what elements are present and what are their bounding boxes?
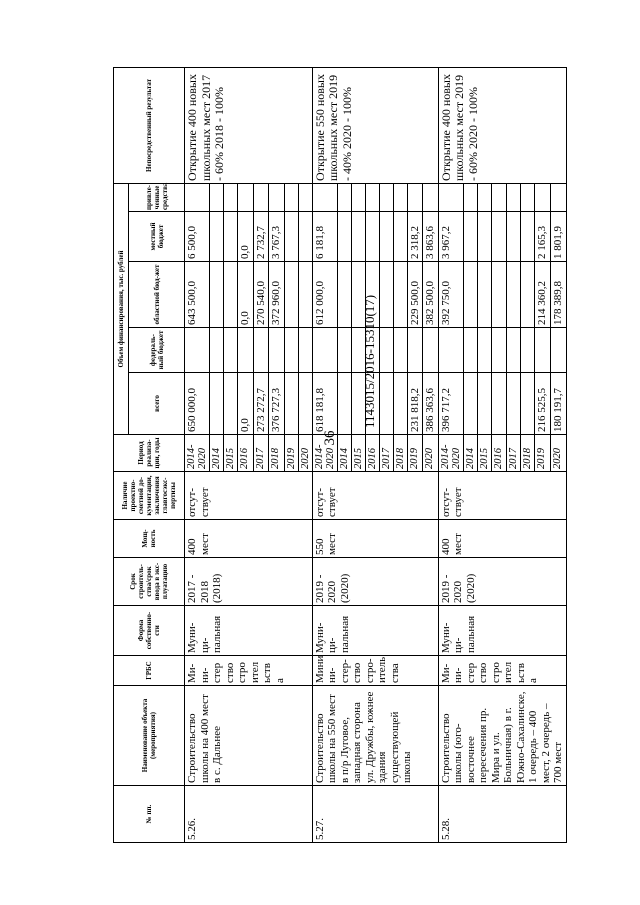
amount-federal	[520, 328, 534, 373]
period-year: 2017	[506, 435, 520, 472]
amount-federal	[284, 328, 298, 373]
document-code: 1143015/2016-15310(17)	[362, 294, 377, 428]
period-year: 2014-2020	[185, 435, 210, 472]
amount-attracted	[463, 183, 477, 211]
amount-federal	[210, 328, 224, 373]
amount-local	[463, 212, 477, 262]
amount-federal	[550, 328, 566, 373]
amount-regional	[506, 262, 520, 328]
amount-federal	[423, 328, 439, 373]
amount-attracted	[438, 183, 463, 211]
period-year: 2017	[253, 435, 269, 472]
header-total: всего	[129, 373, 185, 435]
amount-regional: 0,0	[238, 262, 254, 328]
table-row	[312, 67, 337, 842]
amount-total: 273 272,7	[253, 373, 269, 435]
amount-total	[506, 373, 520, 435]
header-result: Непосредственный результат	[114, 67, 185, 183]
amount-total: 376 727,3	[269, 373, 285, 435]
amount-regional	[478, 262, 492, 328]
amount-regional: 372 960,0	[269, 262, 285, 328]
amount-local	[210, 212, 224, 262]
amount-local: 1 801,9	[550, 212, 566, 262]
financing-table	[113, 67, 567, 843]
ownership-cell: Муни-ци-пальная	[185, 606, 313, 656]
amount-attracted	[379, 183, 393, 211]
row-number: 5.26.	[185, 786, 313, 843]
amount-federal	[438, 328, 463, 373]
period-year: 2019	[534, 435, 550, 472]
amount-regional	[393, 262, 407, 328]
amount-total: 0,0	[238, 373, 254, 435]
amount-total	[463, 373, 477, 435]
amount-local	[284, 212, 298, 262]
term-cell: 2017 - 2018 (2018)	[185, 558, 313, 606]
amount-regional: 612 000,0	[312, 262, 337, 328]
capacity-cell: 550 мест	[312, 520, 438, 558]
amount-attracted	[337, 183, 351, 211]
period-year: 2020	[298, 435, 312, 472]
capacity-cell: 400 мест	[185, 520, 313, 558]
period-year: 2019	[284, 435, 298, 472]
amount-regional	[379, 262, 393, 328]
amount-attracted	[185, 183, 210, 211]
table-row	[438, 67, 463, 842]
result-cell: Открытие 400 новых школьных мест 2017 - 60% 2018 - 100%	[185, 67, 313, 183]
header-term: Срок строитель-ства/срок ввода в экс-плуатацию	[114, 558, 185, 606]
amount-total: 216 525,5	[534, 373, 550, 435]
grbs-cell: Ми-ни-стер ство стро ител ьств а	[438, 656, 566, 686]
amount-total	[210, 373, 224, 435]
header-docs: Наличие проектно-сметной до-кументации, заключения главгосэкс-пертизы	[114, 472, 185, 520]
object-name: Строительство школы (юго-восточнее пересечения пр. Мира и ул. Больничная) в г. Южно-Сахалинске, 1 очередь – 400 мест, 2 очередь – 700 мест	[438, 686, 566, 786]
amount-local: 6 181,8	[312, 212, 337, 262]
amount-federal	[506, 328, 520, 373]
amount-total	[337, 373, 351, 435]
amount-total	[284, 373, 298, 435]
amount-local	[298, 212, 312, 262]
amount-local	[520, 212, 534, 262]
table-row	[185, 67, 210, 842]
header-name: Наименование объекта (мероприятия)	[114, 686, 185, 786]
amount-federal	[478, 328, 492, 373]
amount-federal	[534, 328, 550, 373]
period-year: 2014-2020	[312, 435, 337, 472]
grbs-cell: Ми-ни-стер ство стро ител ьств а	[185, 656, 313, 686]
period-year: 2018	[393, 435, 407, 472]
header-grbs: ГРБС	[114, 656, 185, 686]
docs-cell: отсут-ствует	[185, 472, 313, 520]
header-attracted: привле-ченные средства	[129, 183, 185, 211]
period-year: 2014-2020	[438, 435, 463, 472]
amount-local	[492, 212, 506, 262]
header-regional: областной бюд-жет	[129, 262, 185, 328]
amount-attracted	[224, 183, 238, 211]
amount-total	[379, 373, 393, 435]
amount-total	[298, 373, 312, 435]
amount-total: 618 181,8	[312, 373, 337, 435]
amount-regional	[492, 262, 506, 328]
amount-local	[224, 212, 238, 262]
amount-attracted	[534, 183, 550, 211]
amount-total	[393, 373, 407, 435]
amount-attracted	[253, 183, 269, 211]
amount-federal	[393, 328, 407, 373]
row-number: 5.27.	[312, 786, 438, 843]
header-federal: федераль-ный бюджет	[129, 328, 185, 373]
grbs-cell: Мини ни-стер-ство стро-итель ства	[312, 656, 438, 686]
amount-attracted	[407, 183, 423, 211]
amount-total	[224, 373, 238, 435]
period-year: 2018	[520, 435, 534, 472]
period-year: 2016	[238, 435, 254, 472]
amount-local: 3 967,2	[438, 212, 463, 262]
period-year: 2015	[351, 435, 365, 472]
amount-attracted	[478, 183, 492, 211]
amount-total: 231 818,2	[407, 373, 423, 435]
amount-attracted	[210, 183, 224, 211]
docs-cell: отсут-ствует	[438, 472, 566, 520]
amount-attracted	[492, 183, 506, 211]
amount-regional: 178 389,8	[550, 262, 566, 328]
result-cell: Открытие 400 новых школьных мест 2019 - 60% 2020 - 100%	[438, 67, 566, 183]
amount-federal	[185, 328, 210, 373]
table-body	[185, 67, 567, 842]
period-year: 2017	[379, 435, 393, 472]
amount-local	[506, 212, 520, 262]
header-capacity: Мощ-ность	[114, 520, 185, 558]
amount-regional: 229 500,0	[407, 262, 423, 328]
amount-local	[337, 212, 351, 262]
amount-local: 2 732,7	[253, 212, 269, 262]
amount-total: 180 191,7	[550, 373, 566, 435]
period-year: 2014	[463, 435, 477, 472]
amount-federal	[492, 328, 506, 373]
amount-total: 650 000,0	[185, 373, 210, 435]
amount-attracted	[520, 183, 534, 211]
ownership-cell: Муни-ци-пальная	[312, 606, 438, 656]
amount-attracted	[269, 183, 285, 211]
docs-cell: отсут-ствует	[312, 472, 438, 520]
amount-total	[478, 373, 492, 435]
object-name: Строительство школы на 400 мест в с. Дальнее	[185, 686, 313, 786]
period-year: 2014	[210, 435, 224, 472]
ownership-cell: Муни-ци-пальная	[438, 606, 566, 656]
amount-federal	[312, 328, 337, 373]
amount-federal	[379, 328, 393, 373]
amount-attracted	[284, 183, 298, 211]
period-year: 2018	[269, 435, 285, 472]
period-year: 2019	[407, 435, 423, 472]
period-year: 2015	[224, 435, 238, 472]
period-year: 2016	[365, 435, 379, 472]
period-year: 2020	[550, 435, 566, 472]
amount-local: 3 863,6	[423, 212, 439, 262]
amount-federal	[463, 328, 477, 373]
amount-regional	[224, 262, 238, 328]
amount-local: 0,0	[238, 212, 254, 262]
amount-regional	[337, 262, 351, 328]
amount-total	[520, 373, 534, 435]
amount-attracted	[550, 183, 566, 211]
header-financing: Объем финансирования, тыс. рублей	[114, 183, 129, 434]
result-cell: Открытие 550 новых школьных мест 2019 - 40% 2020 - 100%	[312, 67, 438, 183]
amount-federal	[337, 328, 351, 373]
header-num: № пп.	[114, 786, 185, 843]
amount-regional	[520, 262, 534, 328]
row-number: 5.28.	[438, 786, 566, 843]
amount-regional	[284, 262, 298, 328]
financing-table-sheet	[113, 68, 564, 843]
amount-attracted	[312, 183, 337, 211]
amount-regional: 382 500,0	[423, 262, 439, 328]
period-year: 2016	[492, 435, 506, 472]
amount-attracted	[506, 183, 520, 211]
amount-attracted	[298, 183, 312, 211]
period-year: 2014	[337, 435, 351, 472]
period-year: 2020	[423, 435, 439, 472]
term-cell: 2019 - 2020 (2020)	[438, 558, 566, 606]
amount-local	[379, 212, 393, 262]
amount-federal	[269, 328, 285, 373]
amount-local	[478, 212, 492, 262]
amount-federal	[238, 328, 254, 373]
amount-regional	[298, 262, 312, 328]
header-ownership: Форма собственно-сти	[114, 606, 185, 656]
amount-local: 2 318,2	[407, 212, 423, 262]
amount-federal	[298, 328, 312, 373]
amount-regional	[210, 262, 224, 328]
amount-regional: 392 750,0	[438, 262, 463, 328]
object-name: Строительство школы на 550 мест в п/р Луговое, западная сторона ул. Дружбы, южнее здания существующей школы	[312, 686, 438, 786]
amount-local: 6 500,0	[185, 212, 210, 262]
page-number: 36	[322, 430, 338, 446]
header-local: местный бюджет	[129, 212, 185, 262]
amount-local: 3 767,3	[269, 212, 285, 262]
amount-attracted	[423, 183, 439, 211]
capacity-cell: 400 мест	[438, 520, 566, 558]
amount-regional	[463, 262, 477, 328]
amount-total: 396 717,2	[438, 373, 463, 435]
amount-local	[393, 212, 407, 262]
amount-attracted	[238, 183, 254, 211]
amount-federal	[253, 328, 269, 373]
amount-total	[492, 373, 506, 435]
amount-regional: 214 360,2	[534, 262, 550, 328]
amount-federal	[407, 328, 423, 373]
amount-federal	[224, 328, 238, 373]
amount-regional: 643 500,0	[185, 262, 210, 328]
period-year: 2015	[478, 435, 492, 472]
amount-total: 386 363,6	[423, 373, 439, 435]
header-period: Период реализа-ции, годы	[114, 435, 185, 472]
amount-local: 2 165,3	[534, 212, 550, 262]
amount-regional: 270 540,0	[253, 262, 269, 328]
term-cell: 2019 - 2020 (2020)	[312, 558, 438, 606]
amount-attracted	[393, 183, 407, 211]
